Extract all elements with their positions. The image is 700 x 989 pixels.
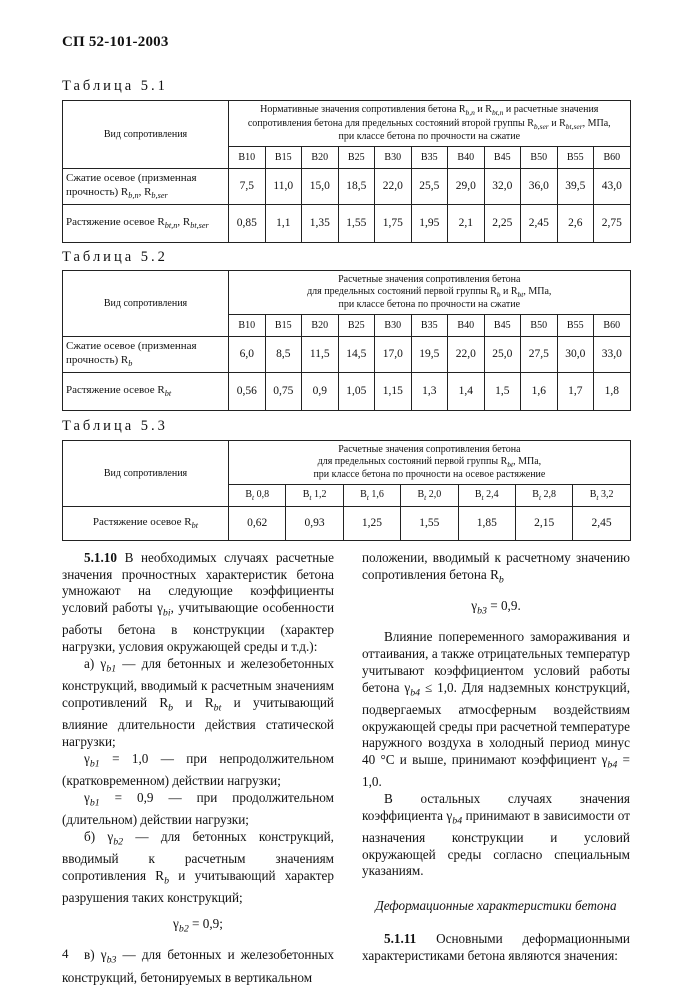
value-cell: 11,5 [302,337,339,373]
class-cell: $B_t$ 1,6 [343,485,400,507]
value-cell: 33,0 [594,337,631,373]
gamma-b3-formula: $\gamma_{b3} = 0,9$. [471,598,521,617]
value-cell: 1,7 [557,373,594,411]
class-cell: $B_t$ 2,0 [401,485,458,507]
value-cell: 22,0 [375,169,412,205]
left-column [62,550,334,986]
table-5-2-caption: Таблица 5.2 [62,249,168,265]
class-cell: B50 [521,315,558,337]
table-row [63,337,631,373]
value-cell: 36,0 [521,169,558,205]
item-v-continuation: положении, вводимый к расчетному значению сопротивления бетона $R_b$ [362,550,630,586]
class-cell: B55 [557,147,594,169]
class-cell: B25 [338,315,375,337]
class-cell: B45 [484,147,521,169]
value-cell: 1,1 [265,205,302,243]
value-cell: 0,62 [229,507,286,541]
value-cell: 1,25 [343,507,400,541]
gamma-b1-short: $\gamma_{b1} = 1,0$ — при непродолжительном (кратковременном) действии нагрузки; [62,750,334,788]
value-cell: 25,0 [484,337,521,373]
value-cell: 2,25 [484,205,521,243]
gamma-b2-formula: $\gamma_{b2} = 0,9$; [173,915,223,935]
value-cell: 29,0 [448,169,485,205]
row-label: Растяжение осевое $R_{bt,n}$, $R_{bt,ser}$ [63,205,229,243]
paragraph-5-1-11: 5.1.11 Основными деформационными характеристиками бетона являются значения: [362,930,630,963]
value-cell: 6,0 [229,337,266,373]
value-cell: 2,1 [448,205,485,243]
value-cell: 0,9 [302,373,339,411]
class-cell: B25 [338,147,375,169]
value-cell: 1,35 [302,205,339,243]
value-cell: 39,5 [557,169,594,205]
value-cell: 11,0 [265,169,302,205]
vid-header: Вид сопротивления [63,101,229,169]
class-cell: $B_t$ 3,2 [573,485,630,507]
class-cell: B30 [375,147,412,169]
value-cell: 8,5 [265,337,302,373]
vid-header: Вид сопротивления [63,441,229,507]
value-cell: 0,75 [265,373,302,411]
item-b: б) $\gamma_{b2}$ — для бетонных конструкций, вводимый к расчетным значениям сопротивления $R_b$ и учитывающий характер разрушения таких конструкций; [62,828,334,906]
item-a: а) $\gamma_{b1}$ — для бетонных и железобетонных конструкций, вводимый к расчетным значениям сопротивлений $R_b$ и $R_{bt}$ и учитывающий влияние длительности действия статической нагрузки; [62,655,334,749]
row-label: Сжатие осевое (призменная прочность) $R_b$ [63,337,229,373]
table-5-2-description: Расчетные значения сопротивления бетона для предельных состояний первой группы $R_b$ и $R_{bt}$, МПа, при классе бетона по прочности на сжатие [229,271,631,315]
class-cell: B15 [265,147,302,169]
value-cell: 32,0 [484,169,521,205]
value-cell: 2,45 [573,507,630,541]
document-code: СП 52-101-2003 [62,34,169,50]
row-label: Сжатие осевое (призменная прочность) $R_{b,n}$, $R_{b,ser}$ [63,169,229,205]
class-cell: B20 [302,315,339,337]
class-cell: $B_t$ 2,8 [515,485,572,507]
table-row [63,205,631,243]
class-cell: B60 [594,147,631,169]
class-cell: B20 [302,147,339,169]
class-cell: B55 [557,315,594,337]
value-cell: 1,4 [448,373,485,411]
gamma-b1-long: $\gamma_{b1} = 0,9$ — при продолжительном (длительном) действии нагрузки; [62,789,334,828]
table-row [63,169,631,205]
value-cell: 30,0 [557,337,594,373]
class-cell: B10 [229,147,266,169]
row-label: Растяжение осевое $R_{bt}$ [63,507,229,541]
value-cell: 27,5 [521,337,558,373]
value-cell: 2,15 [515,507,572,541]
table-5-2 [62,270,631,411]
value-cell: 2,45 [521,205,558,243]
class-cell: B40 [448,315,485,337]
value-cell: 1,85 [458,507,515,541]
value-cell: 2,75 [594,205,631,243]
class-cell: B15 [265,315,302,337]
class-cell: B60 [594,315,631,337]
class-cell: $B_t$ 2,4 [458,485,515,507]
value-cell: 0,85 [229,205,266,243]
class-cell: B40 [448,147,485,169]
section-title: Деформационные характеристики бетона [375,898,617,914]
paragraph-5-1-10: 5.1.10 В необходимых случаях расчетные значения прочностных характеристик бетона умножают на следующие коэффициенты условий работы $\gamma_{bi}$, учитывающие особенности работы бетона в конструкции (характер нагрузки, условия окружающей среды и т.д.): [62,550,334,655]
row-label: Растяжение осевое $R_{bt}$ [63,373,229,411]
class-cell: B45 [484,315,521,337]
value-cell: 7,5 [229,169,266,205]
value-cell: 43,0 [594,169,631,205]
table-5-3-description: Расчетные значения сопротивления бетона для предельных состояний первой группы $R_{bt}$, МПа, при классе бетона по прочности на осевое растяжение [229,441,631,485]
class-cell: B10 [229,315,266,337]
value-cell: 22,0 [448,337,485,373]
value-cell: 1,15 [375,373,412,411]
class-cell: B35 [411,147,448,169]
class-cell: $B_t$ 0,8 [229,485,286,507]
page-number: 4 [62,946,69,961]
table-5-1-caption: Таблица 5.1 [62,78,168,94]
value-cell: 1,75 [375,205,412,243]
value-cell: 1,95 [411,205,448,243]
value-cell: 1,3 [411,373,448,411]
table-5-3-caption: Таблица 5.3 [62,418,168,434]
value-cell: 1,5 [484,373,521,411]
table-row [63,373,631,411]
table-row [63,507,631,541]
value-cell: 1,05 [338,373,375,411]
value-cell: 14,5 [338,337,375,373]
right-column [362,550,630,964]
value-cell: 25,5 [411,169,448,205]
freeze-thaw-paragraph: Влияние попеременного замораживания и оттаивания, а также отрицательных температур учитывают коэффициентом условий работы бетона $\gamma_{b4} \le 1,0$. Для надземных конструкций, подвергаемых атмосферным воздействиям окружающей среды при расчетной температуре наружного воздуха в холодный период минус 40 °С и выше, принимают коэффициент $\gamma_{b4} = 1,0$. [362,629,631,790]
value-cell: 2,6 [557,205,594,243]
class-cell: B30 [375,315,412,337]
item-v: в) $\gamma_{b3}$ — для бетонных и железобетонных конструкций, бетонируемых в вертикальном [62,947,334,985]
value-cell: 1,55 [338,205,375,243]
value-cell: 18,5 [338,169,375,205]
value-cell: 15,0 [302,169,339,205]
table-5-1-description: Нормативные значения сопротивления бетона $R_{b,n}$ и $R_{bt,n}$ и расчетные значения сопротивления бетона для предельных состояний второй группы $R_{b,ser}$ и $R_{bt,ser}$, МПа, при классе бетона по прочности на сжатие [229,101,631,147]
class-cell: B35 [411,315,448,337]
class-cell: $B_t$ 1,2 [286,485,343,507]
value-cell: 0,93 [286,507,343,541]
value-cell: 19,5 [411,337,448,373]
value-cell: 0,56 [229,373,266,411]
value-cell: 1,6 [521,373,558,411]
value-cell: 17,0 [375,337,412,373]
table-5-1 [62,100,631,243]
class-cell: B50 [521,147,558,169]
value-cell: 1,8 [594,373,631,411]
value-cell: 1,55 [401,507,458,541]
table-5-3 [62,440,631,541]
vid-header: Вид сопротивления [63,271,229,337]
other-cases-paragraph: В остальных случаях значения коэффициента $\gamma_{b4}$ принимают в зависимости от назначения конструкции и условий окружающей среды согласно специальным указаниям. [362,791,630,879]
